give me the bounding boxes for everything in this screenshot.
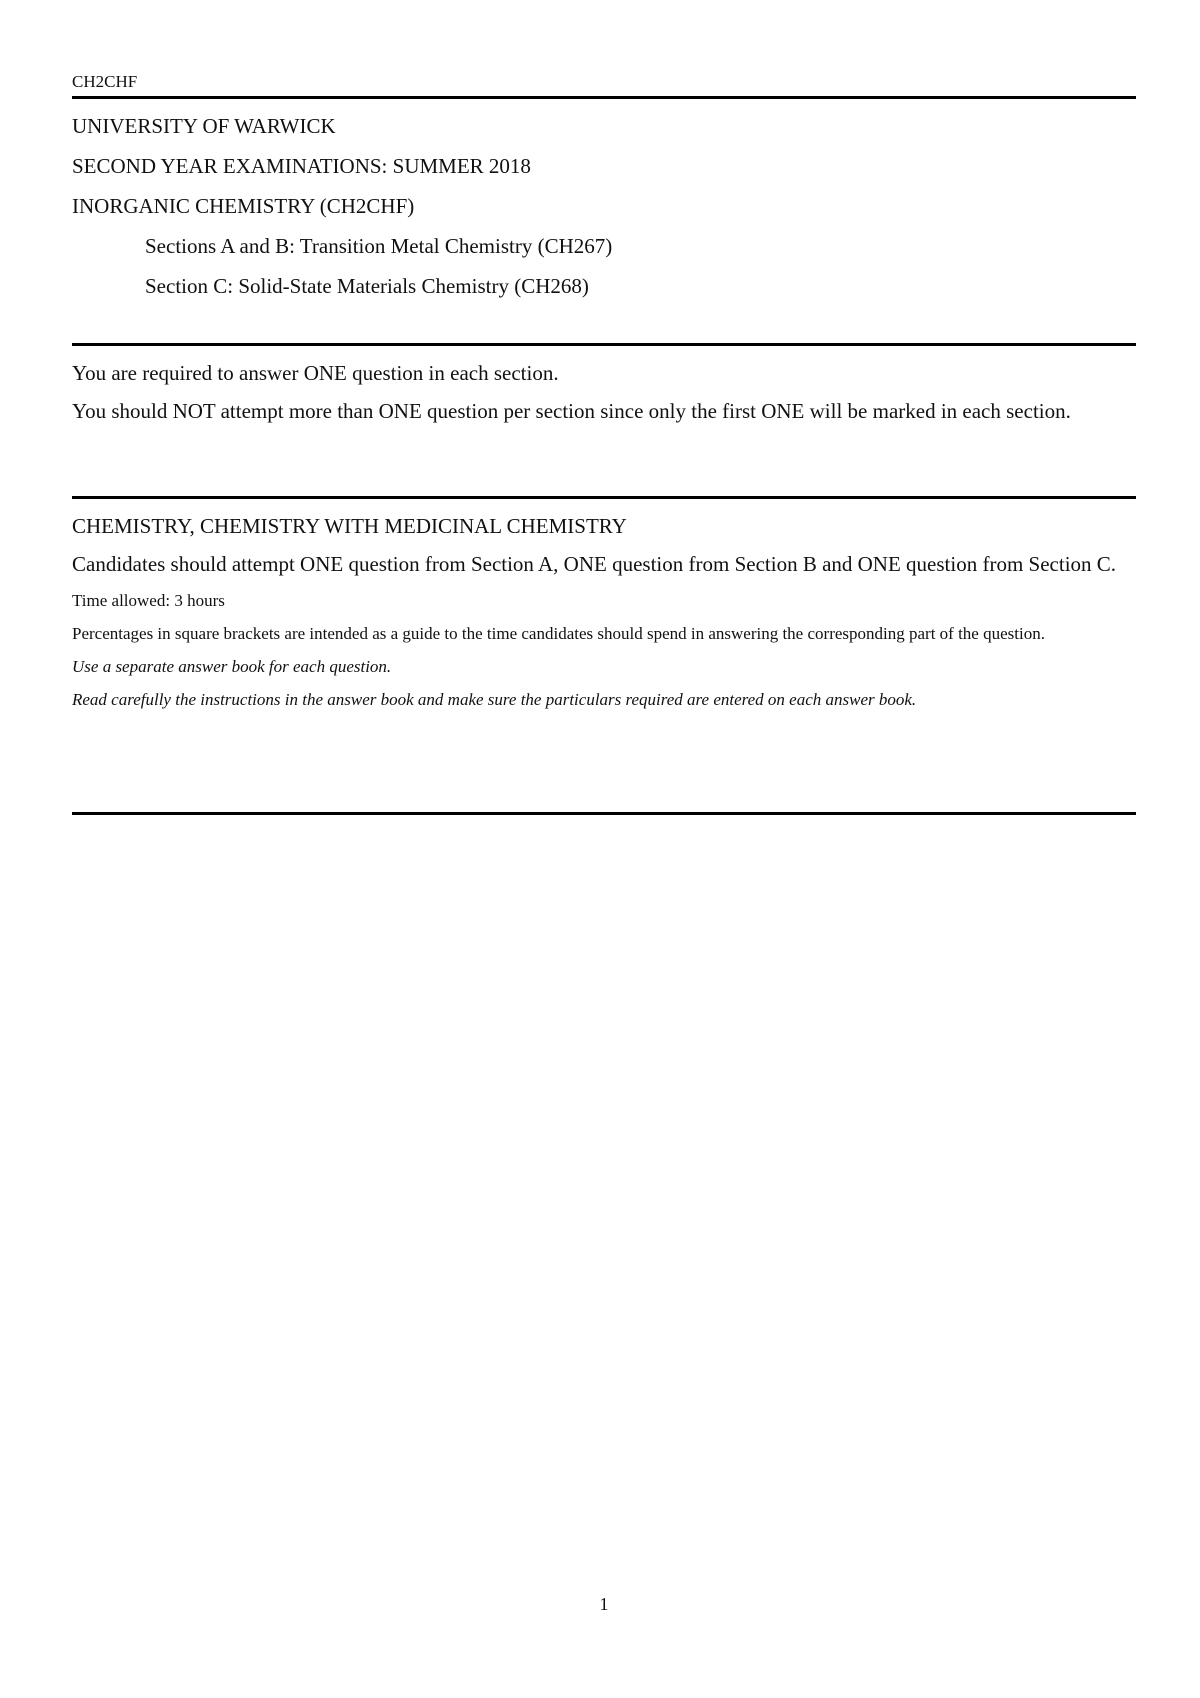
answer-rule-text: You are required to answer ONE question in each section. xyxy=(72,361,559,385)
divider-rule xyxy=(72,812,1136,815)
candidates-attempt-text: Candidates should attempt ONE question from Section A, ONE question from Section B and ONE question from Section C. xyxy=(72,552,1117,576)
course-title: INORGANIC CHEMISTRY (CH2CHF) xyxy=(72,194,415,218)
university-name: UNIVERSITY OF WARWICK xyxy=(72,114,336,138)
module-code-header: CH2CHF xyxy=(72,72,138,91)
page-number: 1 xyxy=(599,1594,609,1614)
title-block xyxy=(72,113,1136,313)
separate-book-note: Use a separate answer book for each question. xyxy=(72,657,392,676)
divider-rule xyxy=(72,96,1136,99)
attempt-rule-text: You should NOT attempt more than ONE question per section since only the first ONE will be marked in each section. xyxy=(72,399,1071,423)
percentages-guide: Percentages in square brackets are intended as a guide to the time candidates should spend in answering the corresponding part of the question. xyxy=(72,624,1045,643)
exam-title: SECOND YEAR EXAMINATIONS: SUMMER 2018 xyxy=(72,154,531,178)
time-allowed: Time allowed: 3 hours xyxy=(72,591,225,610)
exam-cover-page xyxy=(72,0,1136,1698)
requirements-block xyxy=(72,360,1136,436)
section-line-ab: Sections A and B: Transition Metal Chemistry (CH267) xyxy=(145,234,613,258)
divider-rule xyxy=(72,496,1136,499)
programme-block xyxy=(72,513,1136,721)
programme-name: CHEMISTRY, CHEMISTRY WITH MEDICINAL CHEMISTRY xyxy=(72,514,627,538)
read-instructions-note: Read carefully the instructions in the answer book and make sure the particulars required are entered on each answer book. xyxy=(72,690,917,709)
section-line-c: Section C: Solid-State Materials Chemistry (CH268) xyxy=(145,274,589,298)
divider-rule xyxy=(72,343,1136,346)
